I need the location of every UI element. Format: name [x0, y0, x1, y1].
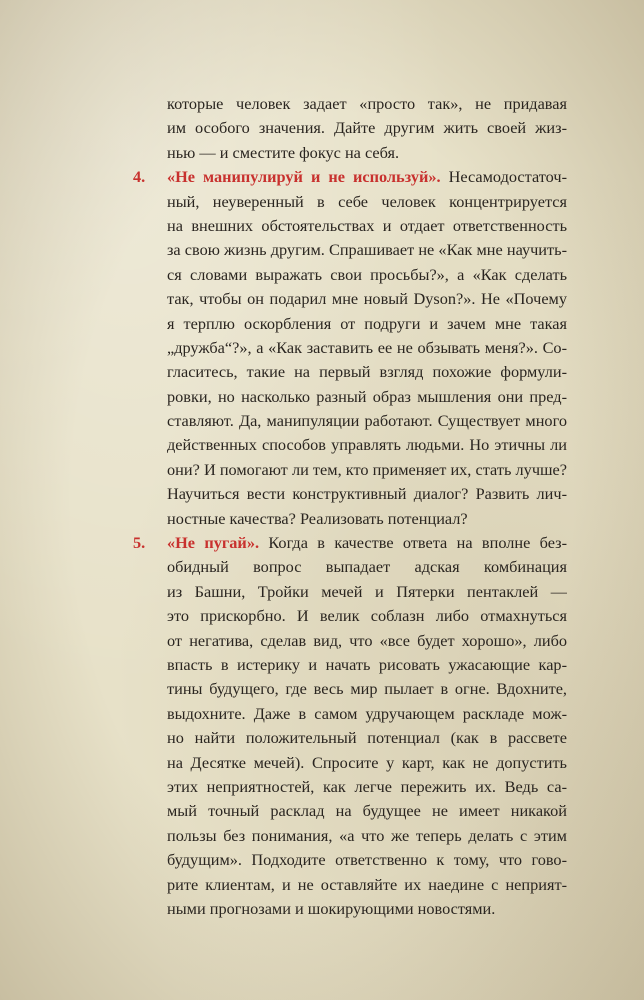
paragraph-line: этих неприятностей, как легче пережить их. Ведь са- — [167, 776, 567, 796]
paragraph-line: пользы без понимания, «а что же теперь делать с этим — [167, 825, 567, 845]
paragraph-line: гласитесь, такие на первый взгляд похожие формули- — [167, 362, 567, 382]
paragraph-line: на Десятке мечей). Спросите у карт, как не допустить — [167, 752, 567, 772]
paragraph-line: ся словами выражать свои просьбы?», а «Как сделать — [167, 264, 567, 284]
paragraph-line: мый точный расклад на будущее не имеет никакой — [167, 801, 567, 821]
paragraph-line: впасть в истерику и начать рисовать ужасающие кар- — [167, 654, 567, 674]
list-item-4-first-line — [133, 165, 567, 189]
paragraph-line: рите клиентам, и не оставляйте их наедине с неприят- — [167, 874, 567, 894]
paragraph-line: я терплю оскорбления от подруги и зачем мне такая — [167, 313, 567, 333]
text-column — [133, 92, 567, 921]
paragraph-line: они? И помогают ли тем, кто применяет их, стать лучше? — [167, 459, 567, 479]
paragraph-line: ровки, но насколько разный образ мышления они пред- — [167, 386, 567, 406]
paragraph-line: ными прогнозами и шокирующими новостями. — [167, 898, 496, 918]
intro-line: нью — и сместите фокус на себя. — [167, 142, 400, 162]
list-item-heading: «Не манипулируй и не используй». — [167, 167, 441, 187]
list-item-heading: «Не пугай». — [167, 533, 260, 553]
paragraph-line: ный, неуверенный в себе человек концентрируется — [167, 191, 567, 211]
list-item-number: 5. — [133, 533, 146, 553]
paragraph-line: будущим». Подходите ответственно к тому, что гово- — [167, 850, 567, 870]
intro-line: которые человек задает «просто так», не придавая — [167, 94, 567, 113]
list-item-text: Когда в качестве ответа на вполне без- — [259, 533, 567, 553]
paragraph-line: ностные качества? Реализовать потенциал? — [167, 508, 468, 528]
paragraph-line: но найти положительный потенциал (как в рассвете — [167, 728, 567, 748]
paragraph-line: это прискорбно. И велик соблазн либо отмахнуться — [167, 606, 567, 626]
paragraph-line: на внешних обстоятельствах и отдает ответственность — [167, 215, 567, 235]
list-item-5-first-line — [133, 531, 567, 555]
paragraph-line: так, чтобы он подарил мне новый Dyson?». Не «Почему — [167, 289, 567, 309]
list-item-text: Несамодостаточ- — [440, 167, 567, 187]
paragraph-line: от негатива, сделав вид, что «все будет хорошо», либо — [167, 630, 567, 650]
paragraph-line: обидный вопрос выпадает адская комбинация — [167, 557, 567, 577]
list-item-number: 4. — [133, 167, 146, 187]
paragraph-line: выдохните. Даже в самом удручающем раскладе мож- — [167, 703, 567, 723]
paragraph-line: ставляют. Да, манипуляции работают. Существует много — [167, 411, 567, 431]
paragraph-line: за свою жизнь другим. Спрашивает не «Как мне научить- — [167, 240, 567, 260]
paragraph-line: Научиться вести конструктивный диалог? Развить лич- — [167, 484, 567, 504]
paragraph-line: из Башни, Тройки мечей и Пятерки пентаклей — — [167, 581, 567, 601]
intro-line: им особого значения. Дайте другим жить своей жиз- — [167, 118, 567, 138]
paragraph-line: „дружба“?», а «Как заставить ее не обзывать меня?». Со- — [167, 337, 567, 357]
paragraph-line: тины будущего, где весь мир пылает в огне. Вдохните, — [167, 679, 567, 699]
paragraph-line: действенных способов управлять людьми. Но этичны ли — [167, 435, 567, 455]
